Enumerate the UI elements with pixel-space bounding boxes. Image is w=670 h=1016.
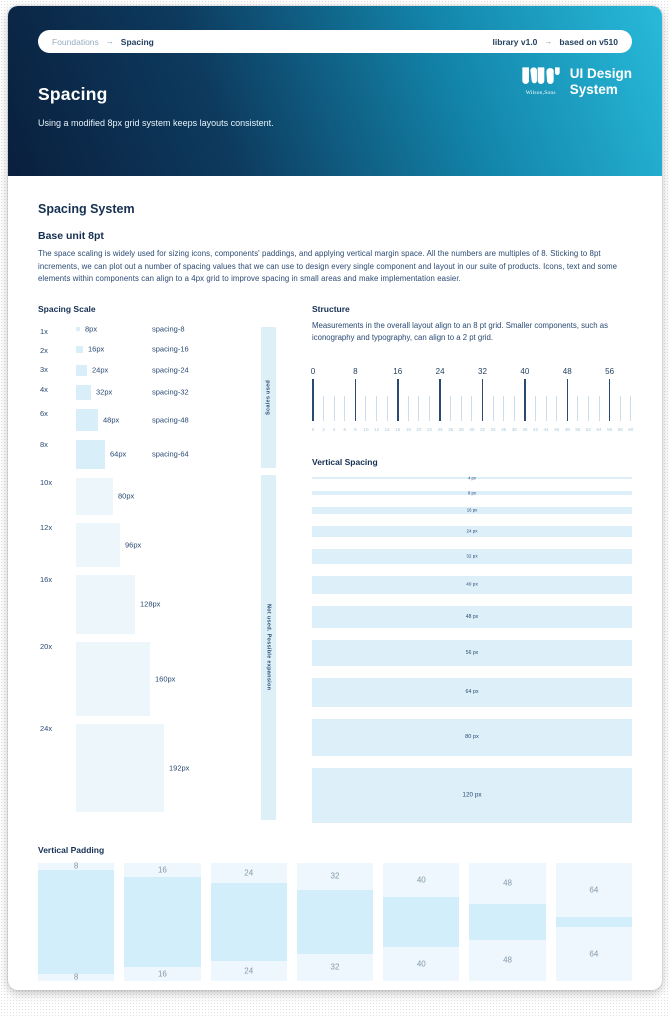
padding-value-label: 24 bbox=[244, 966, 254, 976]
scale-token-label: spacing-32 bbox=[152, 387, 189, 397]
scale-token-label: spacing-48 bbox=[152, 415, 189, 425]
ruler-tick bbox=[374, 379, 380, 432]
ruler-minor-tick-line bbox=[471, 396, 472, 421]
ruler-tick bbox=[458, 379, 464, 432]
ruler-tick bbox=[605, 366, 615, 432]
ruler-tick bbox=[393, 366, 403, 432]
page-subtitle: Using a modified 8px grid system keeps layouts consistent. bbox=[38, 118, 274, 128]
vertical-padding-card bbox=[469, 863, 545, 981]
ruler-major-tick-line bbox=[312, 379, 314, 421]
scale-row bbox=[38, 523, 255, 567]
scale-square-swatch bbox=[76, 642, 150, 716]
ruler-minor-tick-line bbox=[418, 396, 419, 421]
padding-content-area bbox=[211, 883, 287, 961]
ruler-minor-tick-line bbox=[408, 396, 409, 421]
ruler-tick bbox=[363, 379, 369, 432]
breadcrumb-bar bbox=[38, 30, 632, 53]
padding-value-label: 64 bbox=[589, 949, 599, 959]
vertical-spacing-bar-label: 16 px bbox=[466, 507, 478, 513]
vertical-spacing-bar bbox=[312, 549, 632, 564]
breadcrumb-arrow-icon: → bbox=[105, 37, 114, 46]
padding-zone-top bbox=[38, 863, 114, 870]
ruler-tick bbox=[511, 379, 517, 432]
scale-multiplier-label: 2x bbox=[40, 345, 48, 355]
ruler-minor-number: 36 bbox=[501, 426, 507, 432]
scale-pixel-label: 96px bbox=[125, 540, 142, 550]
page-title: Spacing bbox=[38, 84, 108, 104]
vertical-spacing-bar bbox=[312, 507, 632, 514]
intro-paragraph: The space scaling is widely used for sizing icons, components' paddings, and applying vertical margin space. All the numbers are multiples of 8. Sticking to 8pt increments, we can plot out a number of spacing values that we can use to design every single component and layout in our suite of products. Icons, text and some elements within components can align to a 4px grid to improve spacing in small areas and make implementation easier. bbox=[38, 249, 618, 284]
breadcrumb-item-spacing: Spacing bbox=[120, 36, 154, 47]
ruler-minor-number: 14 bbox=[384, 426, 390, 432]
scale-usage-tags bbox=[261, 327, 276, 820]
breadcrumb bbox=[52, 37, 154, 47]
ruler-tick bbox=[575, 379, 581, 432]
vertical-spacing-bar-label: 40 px bbox=[466, 582, 478, 588]
padding-value-label: 16 bbox=[157, 865, 167, 875]
vertical-spacing-bar-label: 8 px bbox=[468, 490, 476, 496]
ruler-minor-number: 54 bbox=[596, 426, 602, 432]
padding-value-label: 32 bbox=[330, 962, 340, 972]
ruler-tick bbox=[490, 379, 496, 432]
vertical-padding-card bbox=[124, 863, 200, 981]
page-card bbox=[8, 6, 662, 990]
scale-multiplier-label: 8x bbox=[40, 439, 48, 449]
scale-row bbox=[38, 385, 255, 400]
design-system-name: UI Design System bbox=[569, 66, 632, 98]
ruler-tick bbox=[562, 366, 572, 432]
ruler-minor-number: 12 bbox=[374, 426, 380, 432]
scale-row bbox=[38, 440, 255, 469]
ruler-minor-number: 2 bbox=[322, 426, 325, 432]
ruler-minor-number: 38 bbox=[511, 426, 517, 432]
vertical-spacing-bar-label: 64 px bbox=[465, 689, 479, 696]
scale-square-swatch bbox=[76, 327, 80, 331]
padding-zone-top bbox=[211, 863, 287, 883]
vertical-spacing-bar-label: 120 px bbox=[462, 791, 482, 799]
ruler-tick bbox=[501, 379, 507, 432]
ruler-tick bbox=[596, 379, 602, 432]
padding-zone-bottom bbox=[124, 967, 200, 981]
section-heading: Spacing System bbox=[38, 202, 135, 216]
padding-value-label: 64 bbox=[589, 885, 599, 895]
padding-value-label: 40 bbox=[416, 959, 426, 969]
scale-row bbox=[38, 575, 255, 634]
ruler-minor-tick-line bbox=[630, 396, 631, 421]
padding-zone-top bbox=[469, 863, 545, 904]
ruler-minor-tick-line bbox=[429, 396, 430, 421]
ruler-minor-tick-line bbox=[344, 396, 345, 421]
scale-token-label: spacing-8 bbox=[152, 324, 185, 334]
padding-zone-bottom bbox=[469, 940, 545, 981]
scale-pixel-label: 128px bbox=[140, 599, 161, 609]
vertical-spacing-bar-label: 80 px bbox=[465, 734, 479, 741]
ruler-major-label: 56 bbox=[605, 366, 615, 376]
not-used-tag: Not used. Possible expansion bbox=[261, 475, 276, 820]
scale-pixel-label: 64px bbox=[110, 449, 127, 459]
ruler-minor-tick-line bbox=[514, 396, 515, 421]
scale-square-swatch bbox=[76, 478, 113, 515]
spacing-scale-rows bbox=[38, 324, 255, 820]
scale-pixel-label: 32px bbox=[96, 387, 113, 397]
padding-value-label: 48 bbox=[503, 878, 513, 888]
ruler-minor-tick-line bbox=[620, 396, 621, 421]
vertical-spacing-title: Vertical Spacing bbox=[312, 456, 378, 467]
vertical-padding-card bbox=[556, 863, 632, 981]
page-header bbox=[8, 6, 662, 176]
scale-multiplier-label: 3x bbox=[40, 364, 48, 374]
padding-zone-top bbox=[383, 863, 459, 897]
ruler-minor-number: 4 bbox=[332, 426, 336, 432]
ruler-minor-tick-line bbox=[323, 396, 324, 421]
scale-token-label: spacing-16 bbox=[152, 344, 189, 354]
ruler-minor-number: 24 bbox=[437, 426, 443, 432]
structure-title: Structure bbox=[312, 303, 350, 314]
ruler-minor-number: 20 bbox=[416, 426, 422, 432]
scale-multiplier-label: 6x bbox=[40, 408, 48, 418]
scale-row bbox=[38, 642, 255, 716]
ruler-minor-tick-line bbox=[461, 396, 462, 421]
padding-value-label: 40 bbox=[416, 875, 426, 885]
scale-square-swatch bbox=[76, 724, 164, 812]
vertical-spacing-bar bbox=[312, 640, 632, 666]
ruler-tick bbox=[448, 379, 454, 432]
scale-square-swatch bbox=[76, 346, 83, 353]
ruler-major-label: 16 bbox=[393, 366, 403, 376]
vertical-spacing-bar bbox=[312, 526, 632, 537]
structure-description: Measurements in the overall layout align to an 8 pt grid. Smaller components, such as iconography and typography, can align to a 2 pt grid. bbox=[312, 320, 609, 343]
structure-section bbox=[312, 304, 632, 433]
scale-square-swatch bbox=[76, 523, 120, 567]
scales-used-tag: Scales used bbox=[261, 327, 276, 468]
scale-pixel-label: 160px bbox=[155, 674, 176, 684]
ruler-minor-number: 18 bbox=[405, 426, 411, 432]
ruler-tick bbox=[427, 379, 433, 432]
padding-value-label: 32 bbox=[330, 871, 340, 881]
ruler-minor-number: 46 bbox=[554, 426, 560, 432]
ruler-major-label: 8 bbox=[353, 366, 358, 376]
ruler-major-label: 40 bbox=[520, 366, 530, 376]
ruler-minor-number: 52 bbox=[585, 426, 591, 432]
padding-zone-bottom bbox=[556, 927, 632, 981]
scale-square-swatch bbox=[76, 385, 91, 400]
ruler-major-label: 32 bbox=[478, 366, 487, 376]
scale-multiplier-label: 16x bbox=[40, 574, 53, 584]
scale-token-label: spacing-64 bbox=[152, 449, 189, 459]
vertical-spacing-bar-label: 24 px bbox=[466, 528, 478, 534]
ruler-minor-number: 48 bbox=[564, 426, 570, 432]
scale-pixel-label: 16px bbox=[88, 344, 105, 354]
vertical-spacing-bar bbox=[312, 491, 632, 495]
vertical-padding-card bbox=[383, 863, 459, 981]
scale-square-swatch bbox=[76, 575, 135, 634]
ruler-tick bbox=[628, 379, 634, 432]
ruler-tick bbox=[310, 366, 316, 432]
scale-square-swatch bbox=[76, 365, 87, 376]
padding-content-area bbox=[297, 890, 373, 954]
scale-square-swatch bbox=[76, 409, 98, 431]
padding-content-area bbox=[38, 870, 114, 974]
padding-value-label: 48 bbox=[503, 955, 513, 965]
ruler-minor-number: 22 bbox=[427, 426, 433, 432]
ruler-tick bbox=[353, 366, 358, 432]
padding-content-area bbox=[469, 904, 545, 940]
ruler-minor-tick-line bbox=[376, 396, 377, 421]
ruler-minor-tick-line bbox=[450, 396, 451, 421]
vertical-padding-card bbox=[38, 863, 114, 981]
breadcrumb-item-foundations[interactable]: Foundations bbox=[52, 36, 99, 47]
ruler-tick bbox=[520, 366, 530, 432]
scale-token-label: spacing-24 bbox=[152, 365, 189, 375]
scale-pixel-label: 8px bbox=[85, 324, 98, 334]
ruler-minor-number: 40 bbox=[522, 426, 528, 432]
scale-pixel-label: 80px bbox=[118, 491, 135, 501]
ruler-minor-tick-line bbox=[588, 396, 589, 421]
ruler-tick bbox=[617, 379, 623, 432]
ruler-tick bbox=[478, 366, 487, 432]
brand-logo bbox=[521, 66, 632, 98]
ruler-minor-number: 0 bbox=[311, 426, 315, 432]
ruler-major-tick-line bbox=[482, 379, 484, 421]
padding-zone-bottom bbox=[38, 974, 114, 981]
scale-multiplier-label: 4x bbox=[40, 384, 48, 394]
ruler-tick bbox=[384, 379, 390, 432]
vertical-spacing-bar-label: 32 px bbox=[466, 553, 478, 559]
content-area bbox=[8, 202, 662, 981]
vertical-spacing-bars bbox=[312, 477, 632, 823]
ruler-minor-number: 16 bbox=[395, 426, 401, 432]
vertical-spacing-bar bbox=[312, 678, 632, 707]
padding-zone-bottom bbox=[297, 954, 373, 981]
ruler-tick bbox=[585, 379, 591, 432]
ruler-tick bbox=[435, 366, 445, 432]
scale-row bbox=[38, 346, 255, 356]
scale-row bbox=[38, 324, 255, 337]
ruler-tick bbox=[322, 379, 325, 432]
ruler-major-tick-line bbox=[397, 379, 399, 421]
ruler-minor-number: 60 bbox=[628, 426, 634, 432]
ruler-major-tick-line bbox=[609, 379, 611, 421]
ruler-major-tick-line bbox=[355, 379, 357, 421]
ruler-minor-number: 32 bbox=[479, 426, 486, 432]
scale-square-swatch bbox=[76, 440, 105, 469]
vertical-padding-card bbox=[211, 863, 287, 981]
ruler-major-label: 24 bbox=[435, 366, 445, 376]
ruler-minor-number: 44 bbox=[543, 426, 549, 432]
ws-monogram-icon bbox=[521, 66, 561, 88]
ruler-minor-tick-line bbox=[334, 396, 335, 421]
version-arrow-icon: → bbox=[544, 37, 553, 46]
scale-pixel-label: 48px bbox=[103, 415, 120, 425]
padding-zone-top bbox=[124, 863, 200, 877]
padding-value-label: 24 bbox=[244, 868, 254, 878]
ruler-tick bbox=[532, 379, 538, 432]
vertical-padding-section bbox=[38, 845, 632, 981]
scale-row bbox=[38, 409, 255, 431]
library-version-label: library v1.0 bbox=[492, 36, 538, 47]
ruler-minor-tick-line bbox=[556, 396, 557, 421]
vertical-spacing-bar-label: 56 px bbox=[465, 649, 479, 656]
vertical-spacing-bar bbox=[312, 477, 632, 479]
ruler-tick bbox=[543, 379, 549, 432]
ruler-tick bbox=[554, 379, 560, 432]
ruler-minor-tick-line bbox=[535, 396, 536, 421]
ruler-minor-number: 10 bbox=[363, 426, 369, 432]
scale-row bbox=[38, 365, 255, 376]
vertical-spacing-bar bbox=[312, 576, 632, 594]
vertical-padding-card bbox=[297, 863, 373, 981]
ruler-minor-tick-line bbox=[546, 396, 547, 421]
ruler-tick bbox=[405, 379, 411, 432]
ruler-tick bbox=[416, 379, 422, 432]
wilson-sons-logo-mark bbox=[521, 66, 561, 96]
ruler-major-tick-line bbox=[439, 379, 441, 421]
vertical-spacing-section bbox=[312, 457, 632, 823]
vertical-spacing-bar bbox=[312, 768, 632, 823]
ruler-minor-number: 50 bbox=[575, 426, 581, 432]
ruler-minor-tick-line bbox=[493, 396, 494, 421]
vertical-spacing-bar bbox=[312, 719, 632, 756]
ruler-minor-number: 34 bbox=[490, 426, 496, 432]
wilson-sons-wordmark: Wilson,Sons bbox=[525, 90, 556, 96]
padding-value-label: 8 bbox=[73, 972, 79, 982]
padding-content-area bbox=[556, 917, 632, 927]
ruler-major-label: 48 bbox=[562, 366, 572, 376]
ruler-major-tick-line bbox=[567, 379, 569, 421]
padding-zone-top bbox=[297, 863, 373, 890]
padding-zone-bottom bbox=[211, 961, 287, 981]
vertical-spacing-bar-label: 48 px bbox=[465, 613, 479, 620]
base-unit-heading: Base unit 8pt bbox=[38, 230, 104, 242]
scale-row bbox=[38, 724, 255, 812]
padding-value-label: 8 bbox=[73, 861, 79, 871]
ruler-tick bbox=[469, 379, 475, 432]
spacing-scale-title: Spacing Scale bbox=[38, 303, 96, 314]
version-status bbox=[493, 37, 618, 47]
vertical-spacing-bar bbox=[312, 606, 632, 628]
padding-zone-bottom bbox=[383, 947, 459, 981]
ruler-minor-number: 26 bbox=[448, 426, 454, 432]
scale-multiplier-label: 1x bbox=[40, 326, 48, 336]
ruler-minor-tick-line bbox=[599, 396, 600, 421]
ruler-tick bbox=[343, 379, 347, 432]
ruler-minor-tick-line bbox=[577, 396, 578, 421]
padding-value-label: 16 bbox=[157, 969, 167, 979]
ruler-minor-number: 42 bbox=[532, 426, 538, 432]
ruler-minor-number: 58 bbox=[617, 426, 623, 432]
ruler-minor-tick-line bbox=[365, 396, 366, 421]
scale-row bbox=[38, 478, 255, 515]
based-on-version-label: based on v510 bbox=[559, 36, 618, 47]
ruler-minor-tick-line bbox=[387, 396, 388, 421]
ruler-major-label: 0 bbox=[310, 366, 316, 376]
ruler-tick bbox=[332, 379, 336, 432]
padding-zone-top bbox=[556, 863, 632, 917]
vertical-padding-cards bbox=[38, 863, 632, 981]
ruler-minor-number: 28 bbox=[458, 426, 464, 432]
vertical-spacing-bar-label: 4 px bbox=[468, 475, 476, 481]
grid-ruler bbox=[312, 367, 632, 433]
ruler-minor-tick-line bbox=[503, 396, 504, 421]
scale-pixel-label: 192px bbox=[169, 763, 190, 773]
ruler-major-tick-line bbox=[524, 379, 526, 421]
scale-multiplier-label: 10x bbox=[40, 477, 53, 487]
scale-pixel-label: 24px bbox=[92, 365, 109, 375]
scale-multiplier-label: 12x bbox=[40, 522, 53, 532]
scale-multiplier-label: 24x bbox=[40, 723, 53, 733]
ruler-minor-number: 6 bbox=[343, 426, 347, 432]
padding-content-area bbox=[124, 877, 200, 967]
scale-multiplier-label: 20x bbox=[40, 641, 53, 651]
ruler-minor-number: 56 bbox=[607, 426, 613, 432]
padding-content-area bbox=[383, 897, 459, 947]
vertical-padding-title: Vertical Padding bbox=[38, 844, 105, 855]
ruler-minor-number: 30 bbox=[469, 426, 475, 432]
ruler-minor-number: 8 bbox=[354, 426, 357, 432]
spacing-scale-section bbox=[38, 304, 276, 823]
